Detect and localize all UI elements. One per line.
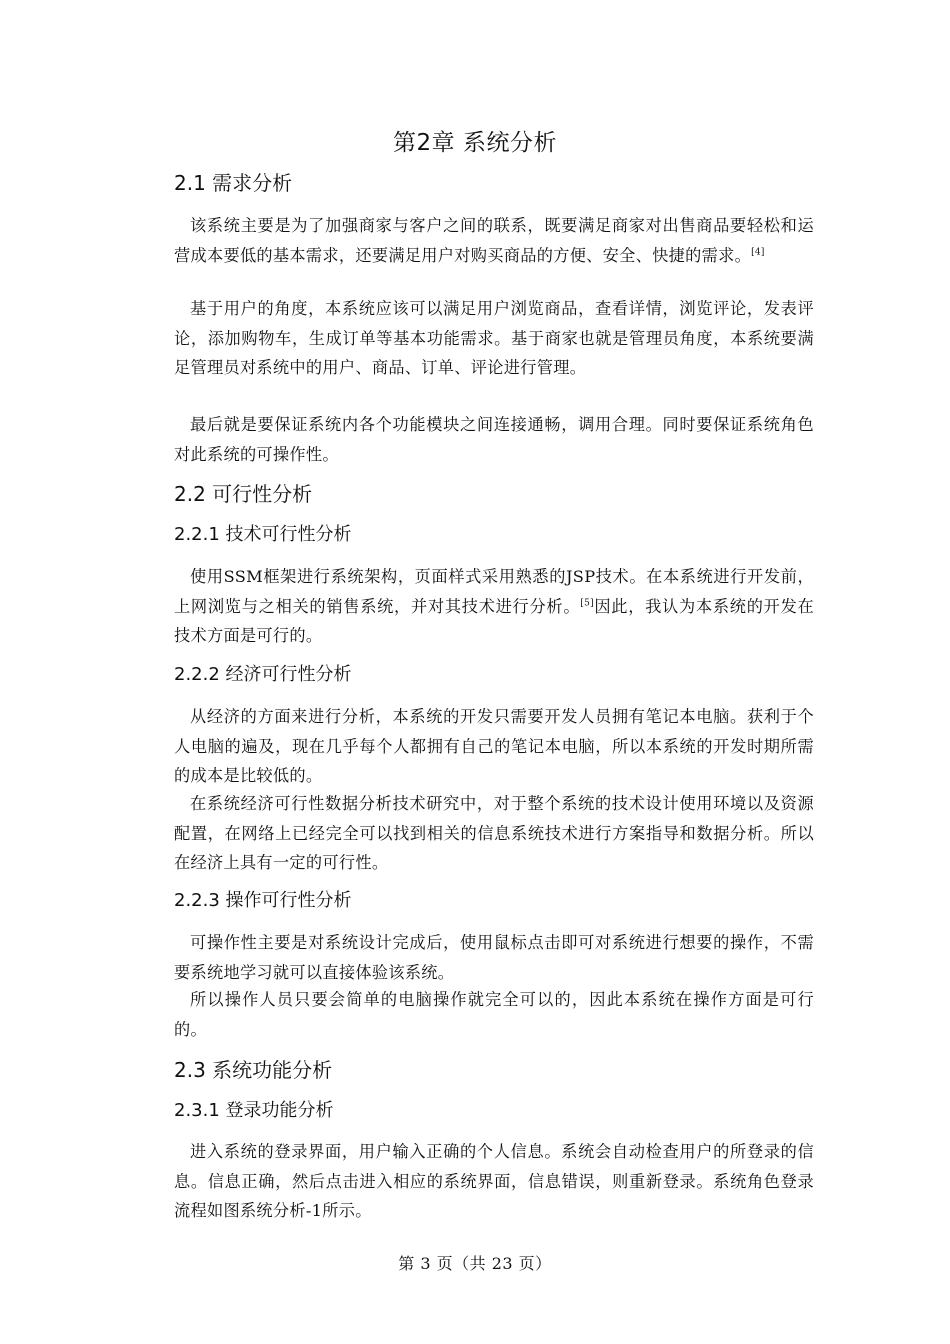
section-heading-2-1: 2.1 需求分析: [174, 171, 293, 195]
paragraph: 基于用户的角度，本系统应该可以满足用户浏览商品，查看详情，浏览评论，发表评论，添加购物车，生成订单等基本功能需求。基于商家也就是管理员角度，本系统要满足管理员对系统中的用户、商品、订单、评论进行管理。: [174, 299, 814, 377]
citation-ref: [5]: [580, 598, 594, 609]
paragraph: 从经济的方面来进行分析，本系统的开发只需要开发人员拥有笔记本电脑。获利于个人电脑的遍及，现在几乎每个人都拥有自己的笔记本电脑，所以本系统的开发时期所需的成本是比较低的。: [174, 707, 814, 785]
chapter-title: 第2章 系统分析: [393, 130, 557, 156]
paragraph: 最后就是要保证系统内各个功能模块之间连接通畅，调用合理。同时要保证系统角色对此系统的可操作性。: [174, 415, 814, 464]
paragraph: [174, 562, 814, 651]
paragraph-text: 因此，我认为本系统的开发在技术方面是可行的。: [174, 596, 815, 645]
paragraph: 所以操作人员只要会简单的电脑操作就完全可以的，因此本系统在操作方面是可行的。: [174, 990, 814, 1039]
subsection-heading-2-2-3: 2.2.3 操作可行性分析: [174, 890, 352, 911]
paragraph: [174, 211, 814, 270]
subsection-heading-2-2-2: 2.2.2 经济可行性分析: [174, 664, 352, 685]
paragraph-text: 该系统主要是为了加强商家与客户之间的联系，既要满足商家对出售商品要轻松和运营成本要低的基本需求，还要满足用户对购买商品的方便、安全、快捷的需求。: [174, 216, 814, 265]
citation-ref: [4]: [751, 247, 765, 258]
paragraph: 在系统经济可行性数据分析技术研究中，对于整个系统的技术设计使用环境以及资源配置，在网络上已经完全可以找到相关的信息系统技术进行方案指导和数据分析。所以在经济上具有一定的可行性。: [174, 794, 814, 872]
subsection-heading-2-3-1: 2.3.1 登录功能分析: [174, 1100, 334, 1121]
paragraph-text: 使用SSM框架进行系统架构，页面样式采用熟悉的JSP技术。在本系统进行开发前，上网浏览与之相关的销售系统，并对其技术进行分析。: [174, 567, 814, 616]
section-heading-2-2: 2.2 可行性分析: [174, 482, 313, 506]
paragraph: 可操作性主要是对系统设计完成后，使用鼠标点击即可对系统进行想要的操作，不需要系统地学习就可以直接体验该系统。: [174, 933, 814, 982]
page-number-footer: 第 3 页（共 23 页）: [398, 1254, 552, 1273]
paragraph: 进入系统的登录界面，用户输入正确的个人信息。系统会自动检查用户的所登录的信息。信息正确，然后点击进入相应的系统界面，信息错误，则重新登录。系统角色登录流程如图系统分析-1所示。: [174, 1142, 814, 1220]
subsection-heading-2-2-1: 2.2.1 技术可行性分析: [174, 524, 352, 545]
section-heading-2-3: 2.3 系统功能分析: [174, 1058, 333, 1082]
